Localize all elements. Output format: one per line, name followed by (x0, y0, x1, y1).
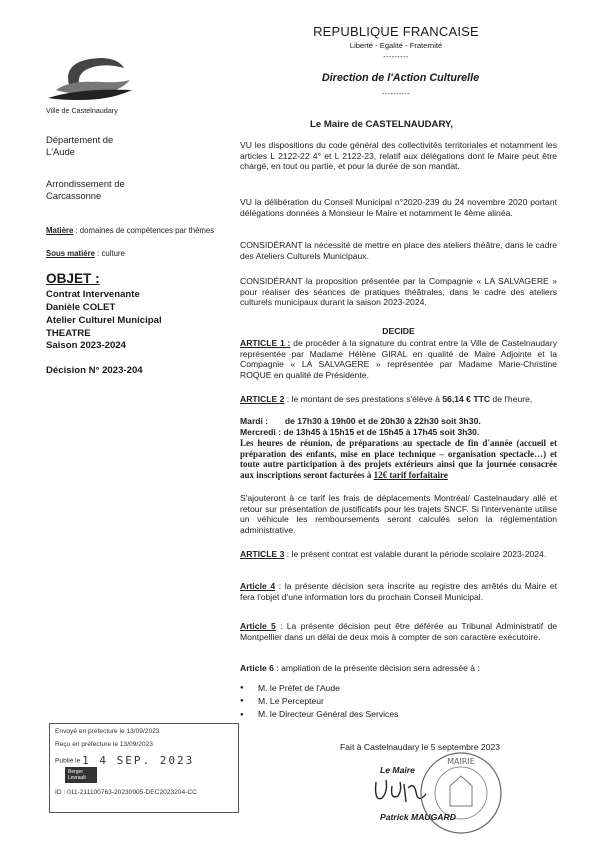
sous-matiere (46, 248, 226, 260)
article-2-label: ARTICLE 2 (240, 394, 285, 404)
seal-text: MAIRIE (447, 757, 475, 766)
separator: ---------- (381, 91, 411, 98)
matiere-value: : domaines de compétences par thèmes (73, 226, 215, 235)
signer-name: Patrick MAUGARD (380, 812, 456, 822)
article-2-text: : le montant de ses prestations s'élève à (284, 394, 443, 404)
devise: Liberté - Egalité - Fraternité (349, 41, 443, 50)
considerant-2: CONSIDÉRANT la proposition présentée par la Compagnie « LA SALVAGERE » pour réaliser des séances de pratiques théâtrales, dans le cadre des ateliers culturels municipaux durant la saison 2023-2024. (240, 276, 557, 308)
forfait-text: 12€ tarif forfaitaire (373, 469, 448, 480)
objet-line: Atelier Culturel Municipal (46, 315, 162, 326)
decision-number: Décision N° 2023-204 (46, 365, 143, 376)
recu-line: Reçu en préfecture le 13/09/2023 (55, 741, 153, 748)
prefecture-stamp (49, 723, 239, 813)
arrondissement: Arrondissement de Carcassonne (46, 178, 125, 201)
list-item: ● M. le Préfet de l'Aude (240, 682, 398, 695)
heures-text: Les heures de réunion, de préparations au spectacle de fin d'année (accueil et préparation des enfants, mise en place technique – organisation spectacle…) et toute autre participation à des projets extérieurs ainsi que la journée consacrée aux inscriptions seront facturées à (240, 438, 557, 480)
objet-title: OBJET : (46, 271, 100, 286)
decide-heading: DECIDE (382, 326, 415, 336)
matiere-label: Matière (46, 226, 74, 235)
article-6-text: : ampliation de la présente décision sera adressée à : (273, 663, 480, 673)
article-6 (240, 663, 557, 674)
separator: --------- (383, 54, 409, 61)
article-5-label: Article 5 (240, 621, 276, 631)
direction-title: Direction de l'Action Culturelle (321, 72, 480, 84)
vu-paragraph-1: VU les dispositions du code général des collectivités territoriales et notamment les articles L 2122-22 4° et L 2122-23, relatif aux délégations dont le Maire peut être chargé, en tout ou partie, et pour la durée de son mandat. (240, 140, 557, 172)
publie-date: 1 4 SEP. 2023 (82, 754, 195, 767)
republique-title: REPUBLIQUE FRANCAISE (313, 24, 479, 39)
article-2-text-2: de l'heure, (490, 394, 533, 404)
objet-line: Danièle COLET (46, 302, 116, 313)
objet-line: Contrat Intervenante (46, 289, 140, 300)
fait-a: Fait à Castelnaudary le 5 septembre 2023 (340, 742, 501, 752)
vu-paragraph-2: VU la délibération du Conseil Municipal n°2020-239 du 24 novembre 2020 portant délégations données à Monsieur le Maire et notamment le 4ème alinéa. (240, 197, 557, 218)
schedule-mardi: Mardi : de 17h30 à 19h00 et de 20h30 à 22h30 soit 3h30. (240, 416, 481, 426)
article-3-text: : le présent contrat est valable durant la période scolaire 2023-2024. (284, 549, 547, 559)
id-line: ID : 011-211100763-20230905-DEC2023204-CC (55, 789, 197, 796)
berger-levrault-badge: Berger Levrault (65, 767, 97, 783)
publie-label: Publié le (55, 757, 81, 765)
departement: Département de L'Aude (46, 134, 114, 157)
objet-line: THEATRE (46, 328, 91, 339)
schedule-mercredi: Mercredi : de 13h45 à 15h15 et de 15h45 à 17h45 soit 3h30. (240, 427, 480, 437)
frais-paragraph: S'ajouteront à ce tarif les frais de déplacements Montréal/ Castelnaudary allé et retour sur présentation de justificatifs pour les trajets SNCF. Si l'intervenante utilise un véhicule les remboursements seront calculés selon la réglementation administrative. (240, 493, 557, 535)
mairie-seal (418, 750, 504, 841)
article-6-label: Article 6 (240, 663, 274, 673)
list-item: ● M. Le Percepteur (240, 695, 398, 708)
article-5-text: : La présente décision peut être déférée au Tribunal Administratif de Montpellier dans un délai de deux mois à compter de son caractère exécutoire. (240, 621, 557, 642)
article-3 (240, 549, 557, 560)
article-5 (240, 621, 557, 642)
publie-line (55, 754, 233, 783)
considerant-1: CONSIDÉRANT la nécessité de mettre en place des ateliers théâtre, dans le cadre des Ateliers Culturels Municipaux. (240, 240, 557, 261)
matiere (46, 226, 221, 236)
envoye-line: Envoyé en préfecture le 13/09/2023 (55, 728, 160, 735)
article-4 (240, 581, 557, 602)
objet-line: Saison 2023-2024 (46, 340, 127, 351)
article-1 (240, 338, 557, 380)
maire-heading: Le Maire de CASTELNAUDARY, (310, 119, 454, 130)
recipients-list (240, 682, 398, 722)
sous-matiere-value: : culture (94, 249, 125, 258)
list-item: ● M. le Directeur Général des Services (240, 708, 398, 721)
article-4-text: : la présente décision sera inscrite au registre des arrêtés du Maire et fera l'objet d'une information lors du prochain Conseil Municipal. (240, 581, 557, 602)
article-1-label: ARTICLE 1 : (240, 338, 291, 348)
heures-paragraph (240, 438, 557, 480)
article-4-label: Article 4 (240, 581, 276, 591)
city-name: Ville de Castelnaudary (46, 106, 118, 115)
article-1-text: de procéder à la signature du contrat entre la Ville de Castelnaudary représentée par Madame Hélène GIRAL en qualité de Maire Adjointe et la Compagnie « LA SALVAGERE » représentée par Madame Marie-Christine ROQUE en qualité de Présidente. (240, 338, 557, 380)
article-3-label: ARTICLE 3 (240, 549, 285, 559)
sous-matiere-label: Sous matière (46, 249, 95, 258)
le-maire-label: Le Maire (380, 765, 415, 775)
article-2-amount: 56,14 € TTC (442, 394, 491, 404)
article-2 (240, 394, 557, 405)
